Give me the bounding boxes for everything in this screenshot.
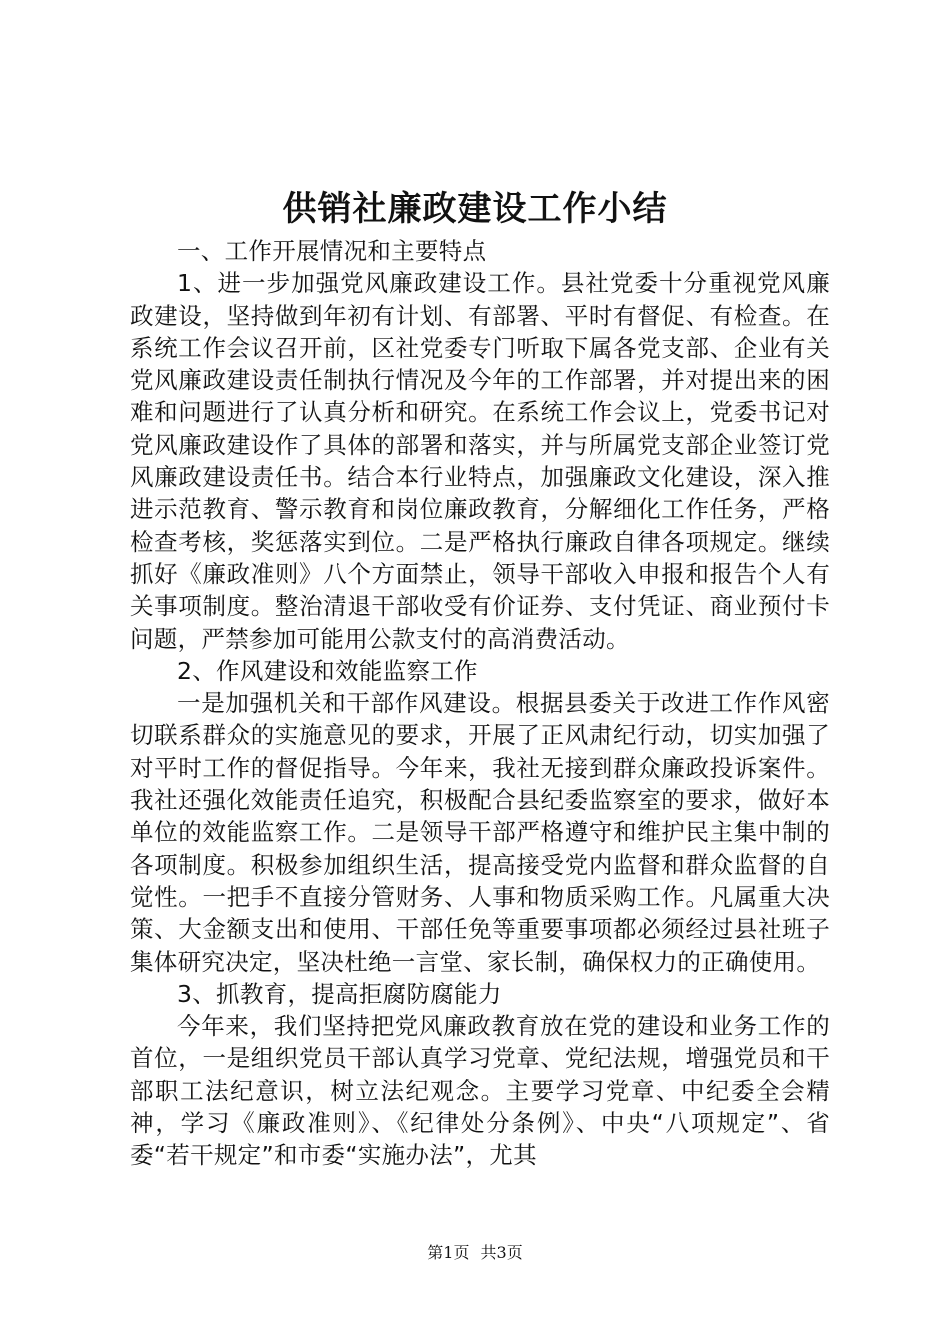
body-paragraph: 1、进一步加强党风廉政建设工作。县社党委十分重视党风廉政建设，坚持做到年初有计划、有部署、平时有督促、有检查。在系统工作会议召开前，区社党委专门听取下属各党支部、企业有关党风廉政建设责任制执行情况及今年的工作部署，并对提出来的困难和问题进行了认真分析和研究。在系统工作会议上，党委书记对党风廉政建设作了具体的部署和落实，并与所属党支部企业签订党风廉政建设责任书。结合本行业特点，加强廉政文化建设，深入推进示范教育、警示教育和岗位廉政教育，分解细化工作任务，严格检查考核，奖惩落实到位。二是严格执行廉政自律各项规定。继续抓好《廉政准则》八个方面禁止，领导干部收入申报和报告个人有关事项制度。整治清退干部收受有价证券、支付凭证、商业预付卡问题，严禁参加可能用公款支付的高消费活动。 (130, 269, 830, 653)
document-body (130, 235, 830, 1172)
document-title: 供销社廉政建设工作小结 (282, 189, 668, 229)
page-total: 共3页 (480, 1243, 523, 1262)
body-paragraph: 一是加强机关和干部作风建设。根据县委关于改进工作作风密切联系群众的实施意见的要求，开展了正风肃纪行动，切实加强了对平时工作的督促指导。今年来，我社无接到群众廉政投诉案件。我社还强化效能责任追究，积极配合县纪委监察室的要求，做好本单位的效能监察工作。二是领导干部严格遵守和维护民主集中制的各项制度。积极参加组织生活，提高接受党内监督和群众监督的自觉性。一把手不直接分管财务、人事和物质采购工作。凡属重大决策、大金额支出和使用、干部任免等重要事项都必须经过县社班子集体研究决定，坚决杜绝一言堂、家长制，确保权力的正确使用。 (130, 689, 830, 976)
page-number: 第1页 (427, 1243, 470, 1262)
section-heading: 一、工作开展情况和主要特点 (177, 237, 487, 265)
subsection-heading: 3、抓教育，提高拒腐防腐能力 (177, 979, 502, 1008)
subsection-heading: 2、作风建设和效能监察工作 (177, 656, 478, 685)
page-footer (0, 1242, 950, 1264)
body-paragraph: 今年来，我们坚持把党风廉政教育放在党的建设和业务工作的首位，一是组织党员干部认真学习党章、党纪法规，增强党员和干部职工法纪意识，树立法纪观念。主要学习党章、中纪委全会精神，学习《廉政准则》、《纪律处分条例》、中央“八项规定”、省委“若干规定”和市委“实施办法”，尤其 (130, 1012, 830, 1170)
